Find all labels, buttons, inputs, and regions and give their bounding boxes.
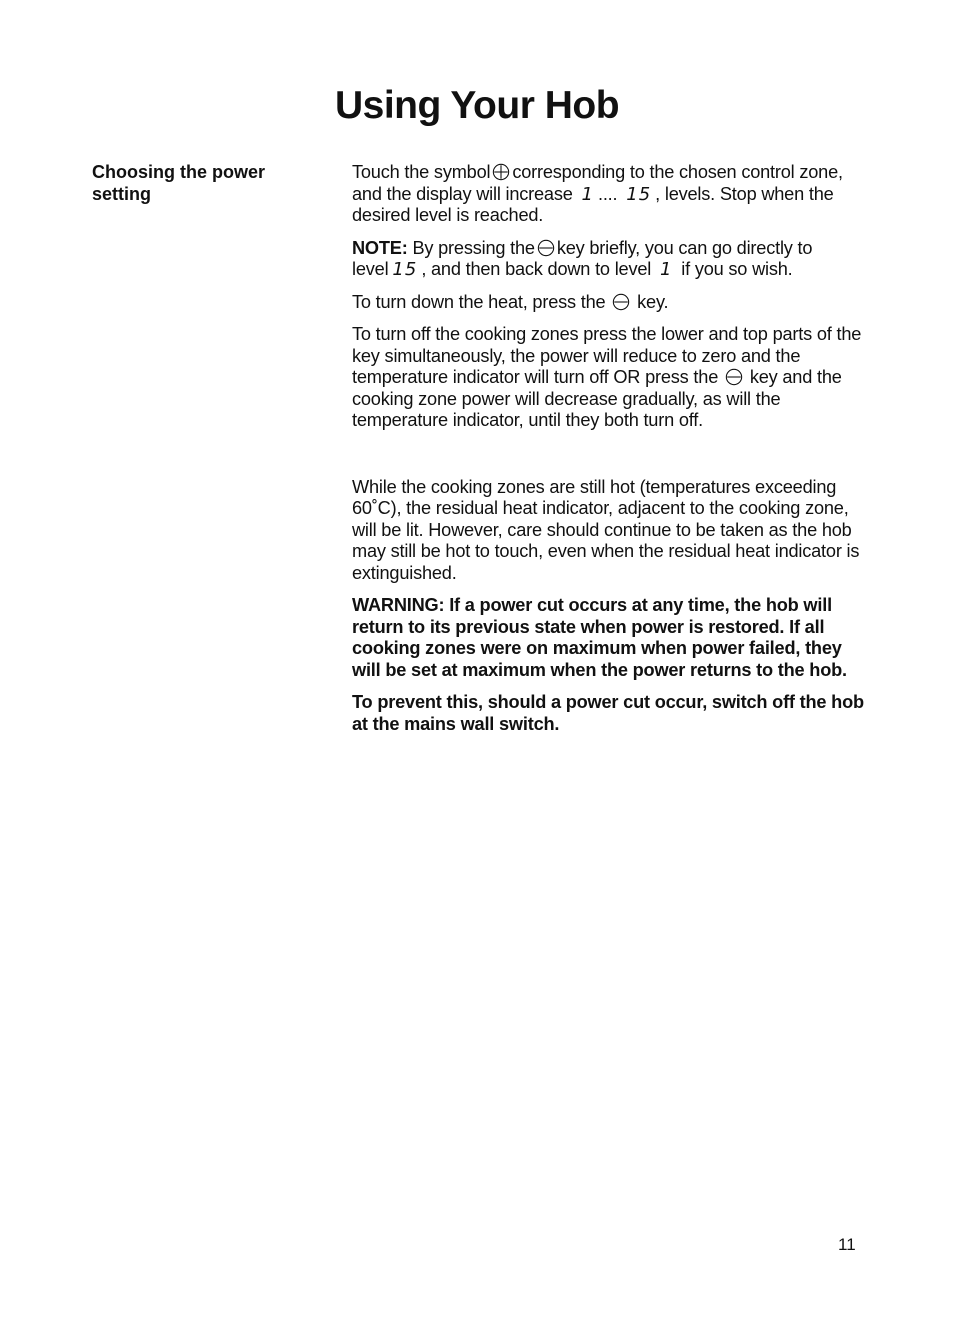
text-run: if you so wish. — [681, 259, 793, 279]
paragraph-turn-down — [352, 292, 872, 314]
text-run: , and then back down to level — [421, 259, 652, 279]
paragraph-residual-heat: While the cooking zones are still hot (temperatures exceeding 60˚C), the residual heat indicator, adjacent to the cooking zone, will be lit. However, care should continue to be taken as the hob may still be hot to touch, even when the residual heat indicator is extinguished. — [352, 476, 860, 583]
plus-circle-icon — [492, 163, 510, 181]
minus-circle-icon — [537, 239, 555, 257]
text-run: To turn off the cooking zones press the lower and top parts of the key simultaneously, the power will reduce to zero and the temperature indicator will turn off OR press the — [352, 324, 862, 387]
display-level-high: 15 — [392, 259, 418, 280]
ellipsis: .... — [597, 183, 618, 204]
paragraph-note — [352, 238, 872, 281]
text-run: By pressing the — [412, 237, 535, 258]
text-run: To turn down the heat, press the — [352, 291, 606, 312]
display-level-high: 15 — [626, 183, 652, 205]
minus-circle-icon — [612, 293, 630, 311]
text-run: corresponding to the chosen control zone, and the display will increase — [352, 162, 843, 204]
page-number: 11 — [838, 1235, 856, 1254]
text-run: , levels. Stop when the desired level is reached. — [352, 183, 834, 225]
display-level-low: 1 — [659, 259, 673, 280]
section-heading: Choosing the power setting — [92, 162, 265, 204]
paragraph-turn-off — [352, 324, 872, 432]
prevent-paragraph: To prevent this, should a power cut occur, switch off the hob at the mains wall switch. — [352, 692, 864, 734]
text-run: key. — [637, 291, 669, 312]
text-run: key and the cooking zone power will decrease gradually, as will the temperature indicator, until they both turn off. — [352, 367, 842, 430]
note-label: NOTE: — [352, 237, 408, 258]
main-content — [352, 162, 872, 746]
text-run: key briefly, you can go directly to level — [352, 237, 813, 279]
minus-circle-icon — [725, 368, 743, 386]
display-level-low: 1 — [581, 183, 594, 205]
warning-paragraph: WARNING: If a power cut occurs at any time, the hob will return to its previous state when power is restored. If all cooking zones were on maximum when power failed, they will be set at maximum when the power returns to the hob. — [352, 595, 847, 680]
text-run: Touch the symbol — [352, 162, 491, 182]
paragraph-choose-level — [352, 162, 872, 227]
page-title: Using Your Hob — [334, 84, 620, 127]
